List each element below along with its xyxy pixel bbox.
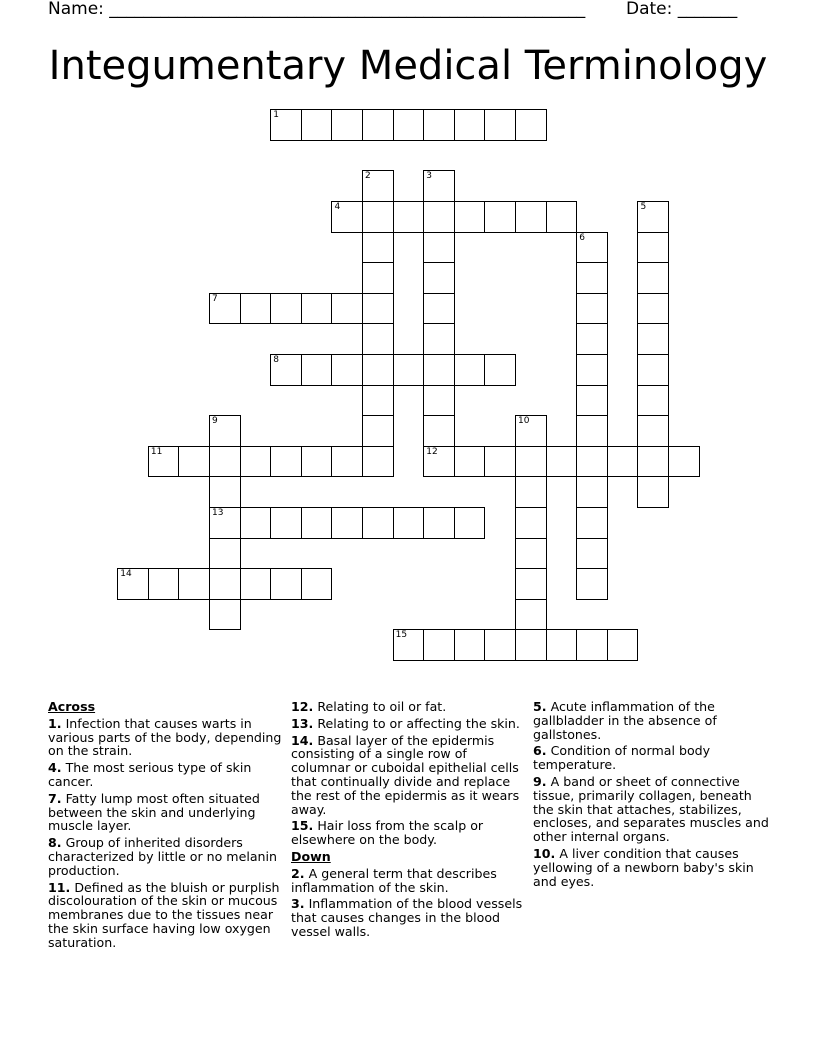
clue-number: 4.: [48, 760, 62, 776]
cell-number: 14: [120, 569, 132, 580]
crossword-cell[interactable]: [423, 385, 455, 417]
crossword-cell[interactable]: [423, 507, 455, 539]
clue-number: 11.: [48, 879, 71, 895]
clue-number: 10.: [533, 845, 556, 861]
crossword-cell[interactable]: [637, 385, 669, 417]
crossword-cell[interactable]: [270, 109, 302, 141]
clue-across-7: [48, 792, 284, 833]
clue-text: Relating to oil or fat.: [317, 699, 447, 714]
crossword-cell[interactable]: [637, 415, 669, 447]
crossword-cell[interactable]: [240, 293, 272, 325]
crossword-cell[interactable]: [515, 201, 547, 233]
crossword-cell[interactable]: [209, 507, 241, 539]
crossword-cell[interactable]: [331, 201, 363, 233]
clue-number: 14.: [291, 732, 314, 748]
cell-number: 7: [212, 293, 218, 304]
crossword-cell[interactable]: [454, 354, 486, 386]
crossword-cell[interactable]: [209, 415, 241, 447]
crossword-cell[interactable]: [362, 201, 394, 233]
crossword-cell[interactable]: [301, 446, 333, 478]
crossword-cell[interactable]: [576, 262, 608, 294]
crossword-cell[interactable]: [209, 446, 241, 478]
clue-text: Acute inflammation of the gallbladder in the absence of gallstones.: [533, 699, 717, 742]
clue-down-6: [533, 744, 769, 772]
across-heading: Across: [48, 699, 96, 714]
crossword-cell[interactable]: [454, 446, 486, 478]
crossword-cell[interactable]: [576, 323, 608, 355]
crossword-cell[interactable]: [637, 354, 669, 386]
cell-number: 10: [518, 416, 530, 427]
clue-number: 2.: [291, 865, 305, 881]
cell-number: 6: [579, 232, 585, 243]
crossword-cell[interactable]: [270, 354, 302, 386]
crossword-cell[interactable]: [607, 629, 639, 661]
crossword-cell[interactable]: [576, 568, 608, 600]
clue-down-10: [533, 847, 769, 888]
crossword-cell[interactable]: [301, 568, 333, 600]
clue-number: 13.: [291, 715, 314, 731]
crossword-cell[interactable]: [576, 507, 608, 539]
crossword-cell[interactable]: [209, 293, 241, 325]
clue-text: Inflammation of the blood vessels that causes changes in the blood vessel walls.: [291, 896, 523, 939]
crossword-cell[interactable]: [576, 446, 608, 478]
clue-text: Basal layer of the epidermis consisting of a single row of columnar or cuboidal epithelial cells that continually divide and replace the rest of the epidermis as it wears away.: [291, 732, 520, 817]
clue-across-15: [291, 819, 527, 847]
crossword-cell[interactable]: [301, 109, 333, 141]
crossword-cell[interactable]: [362, 109, 394, 141]
crossword-cell[interactable]: [484, 446, 516, 478]
crossword-cell[interactable]: [393, 201, 425, 233]
crossword-cell[interactable]: [270, 568, 302, 600]
crossword-cell[interactable]: [331, 354, 363, 386]
down-heading: Down: [291, 848, 331, 864]
name-field-label[interactable]: Name: ________________________________________________________: [48, 0, 586, 19]
crossword-cell[interactable]: [515, 629, 547, 661]
cell-number: 11: [150, 446, 163, 457]
crossword-cell[interactable]: [423, 354, 455, 386]
crossword-cell[interactable]: [515, 599, 547, 631]
clue-text: A liver condition that causes yellowing of a newborn baby's skin and eyes.: [533, 845, 754, 889]
crossword-cell[interactable]: [117, 568, 149, 600]
crossword-cell[interactable]: [576, 293, 608, 325]
cell-number: 4: [334, 202, 341, 213]
clue-down-5: [533, 700, 769, 741]
crossword-cell[interactable]: [576, 476, 608, 508]
crossword-cell[interactable]: [331, 446, 363, 478]
crossword-cell[interactable]: [362, 385, 394, 417]
clue-number: 5.: [533, 699, 547, 714]
crossword-cell[interactable]: [637, 476, 669, 508]
crossword-cell[interactable]: [148, 446, 180, 478]
crossword-cell[interactable]: [515, 109, 547, 141]
crossword-cell[interactable]: [454, 629, 486, 661]
crossword-cell[interactable]: [484, 109, 516, 141]
crossword-cell[interactable]: [209, 568, 241, 600]
clue-text: A general term that describes inflammation of the skin.: [291, 865, 497, 895]
clue-down-2: [291, 867, 527, 895]
crossword-cell[interactable]: [362, 507, 394, 539]
crossword-cell[interactable]: [515, 476, 547, 508]
crossword-cell[interactable]: [607, 446, 639, 478]
crossword-cell[interactable]: [362, 293, 394, 325]
crossword-cell[interactable]: [576, 354, 608, 386]
crossword-cell[interactable]: [423, 262, 455, 294]
crossword-cell[interactable]: [148, 568, 180, 600]
crossword-cell[interactable]: [637, 323, 669, 355]
clue-text: Defined as the bluish or purplish discolouration of the skin or mucous membranes due to the tissues near the skin surface having low oxygen saturation.: [48, 879, 280, 950]
crossword-cell[interactable]: [423, 629, 455, 661]
cell-number: 15: [395, 630, 408, 641]
clue-text: Group of inherited disorders characterized by little or no melanin production.: [48, 835, 278, 878]
crossword-cell[interactable]: [576, 415, 608, 447]
crossword-cell[interactable]: [178, 568, 210, 600]
crossword-cell[interactable]: [515, 538, 547, 570]
clues-column-3: [533, 700, 769, 891]
crossword-cell[interactable]: [362, 415, 394, 447]
crossword-cell[interactable]: [576, 629, 608, 661]
clue-down-3: [291, 897, 527, 938]
clue-text: The most serious type of skin cancer.: [48, 760, 252, 789]
crossword-cell[interactable]: [301, 354, 333, 386]
crossword-cell[interactable]: [362, 323, 394, 355]
crossword-cell[interactable]: [240, 568, 272, 600]
clue-number: 1.: [48, 715, 62, 731]
crossword-cell[interactable]: [331, 507, 363, 539]
crossword-cell[interactable]: [423, 170, 455, 202]
crossword-cell[interactable]: [454, 507, 486, 539]
crossword-cell[interactable]: [546, 446, 578, 478]
clue-number: 6.: [533, 743, 547, 759]
crossword-cell[interactable]: [240, 446, 272, 478]
crossword-cell[interactable]: [576, 538, 608, 570]
crossword-cell[interactable]: [423, 201, 455, 233]
cell-number: 3: [426, 171, 432, 182]
cell-number: 1: [273, 110, 279, 121]
crossword-cell[interactable]: [209, 538, 241, 570]
crossword-cell[interactable]: [362, 262, 394, 294]
cell-number: 13: [212, 508, 224, 519]
crossword-cell[interactable]: [515, 507, 547, 539]
cell-number: 8: [273, 355, 279, 366]
crossword-cell[interactable]: [484, 354, 516, 386]
crossword-cell[interactable]: [209, 599, 241, 631]
crossword-cell[interactable]: [637, 232, 669, 264]
clue-number: 3.: [291, 896, 305, 912]
clue-number: 12.: [291, 699, 314, 714]
crossword-cell[interactable]: [209, 476, 241, 508]
crossword-cell[interactable]: [270, 507, 302, 539]
date-field-label[interactable]: Date: _______: [626, 0, 738, 19]
clue-across-14: [291, 734, 527, 817]
crossword-cell[interactable]: [393, 109, 425, 141]
clue-text: Condition of normal body temperature.: [533, 743, 711, 773]
crossword-cell[interactable]: [423, 446, 455, 478]
crossword-cell[interactable]: [423, 109, 455, 141]
crossword-cell[interactable]: [484, 201, 516, 233]
crossword-cell[interactable]: [240, 507, 272, 539]
clue-text: Hair loss from the scalp or elsewhere on the body.: [291, 818, 484, 848]
clue-text: Infection that causes warts in various parts of the body, depending on the strain.: [48, 715, 282, 759]
clue-text: Fatty lump most often situated between the skin and underlying muscle layer.: [48, 790, 260, 834]
crossword-cell[interactable]: [362, 446, 394, 478]
crossword-cell[interactable]: [484, 629, 516, 661]
clue-across-13: [291, 717, 527, 731]
crossword-cell[interactable]: [668, 446, 700, 478]
clue-across-11: [48, 881, 284, 950]
page-title: Integumentary Medical Terminology: [48, 43, 768, 89]
cell-number: 2: [365, 171, 371, 182]
crossword-cell[interactable]: [637, 293, 669, 325]
crossword-cell[interactable]: [301, 293, 333, 325]
clue-text: A band or sheet of connective tissue, primarily collagen, beneath the skin that attaches, stabilizes, encloses, and separates muscles and other internal organs.: [533, 773, 769, 845]
crossword-cell[interactable]: [270, 446, 302, 478]
crossword-cell[interactable]: [423, 232, 455, 264]
crossword-cell[interactable]: [637, 201, 669, 233]
crossword-cell[interactable]: [178, 446, 210, 478]
crossword-cell[interactable]: [423, 323, 455, 355]
clue-text: Relating to or affecting the skin.: [317, 715, 520, 731]
crossword-cell[interactable]: [515, 415, 547, 447]
clues-column-2: [291, 700, 527, 942]
crossword-cell[interactable]: [393, 629, 425, 661]
crossword-cell[interactable]: [423, 415, 455, 447]
crossword-cell[interactable]: [454, 201, 486, 233]
crossword-cell[interactable]: [546, 201, 578, 233]
crossword-cell[interactable]: [362, 170, 394, 202]
cell-number: 12: [426, 446, 438, 457]
crossword-cell[interactable]: [576, 385, 608, 417]
clue-across-4: [48, 761, 284, 789]
clue-number: 8.: [48, 835, 62, 851]
crossword-cell[interactable]: [270, 293, 302, 325]
clue-down-9: [533, 775, 769, 844]
crossword-cell[interactable]: [423, 293, 455, 325]
crossword-cell[interactable]: [331, 109, 363, 141]
clue-across-1: [48, 717, 284, 758]
crossword-cell[interactable]: [576, 232, 608, 264]
crossword-cell[interactable]: [515, 446, 547, 478]
crossword-cell[interactable]: [546, 629, 578, 661]
crossword-cell[interactable]: [637, 446, 669, 478]
crossword-cell[interactable]: [393, 354, 425, 386]
crossword-cell[interactable]: [362, 354, 394, 386]
crossword-cell[interactable]: [393, 507, 425, 539]
clue-number: 15.: [291, 818, 314, 834]
clues-column-1: [48, 700, 284, 953]
crossword-cell[interactable]: [301, 507, 333, 539]
crossword-cell[interactable]: [331, 293, 363, 325]
clue-number: 9.: [533, 773, 547, 789]
cell-number: 9: [212, 416, 218, 427]
clue-across-12: [291, 700, 527, 714]
crossword-cell[interactable]: [515, 568, 547, 600]
crossword-cell[interactable]: [637, 262, 669, 294]
clue-number: 7.: [48, 790, 62, 806]
clue-across-8: [48, 836, 284, 877]
crossword-cell[interactable]: [454, 109, 486, 141]
crossword-cell[interactable]: [362, 232, 394, 264]
cell-number: 5: [640, 202, 647, 213]
